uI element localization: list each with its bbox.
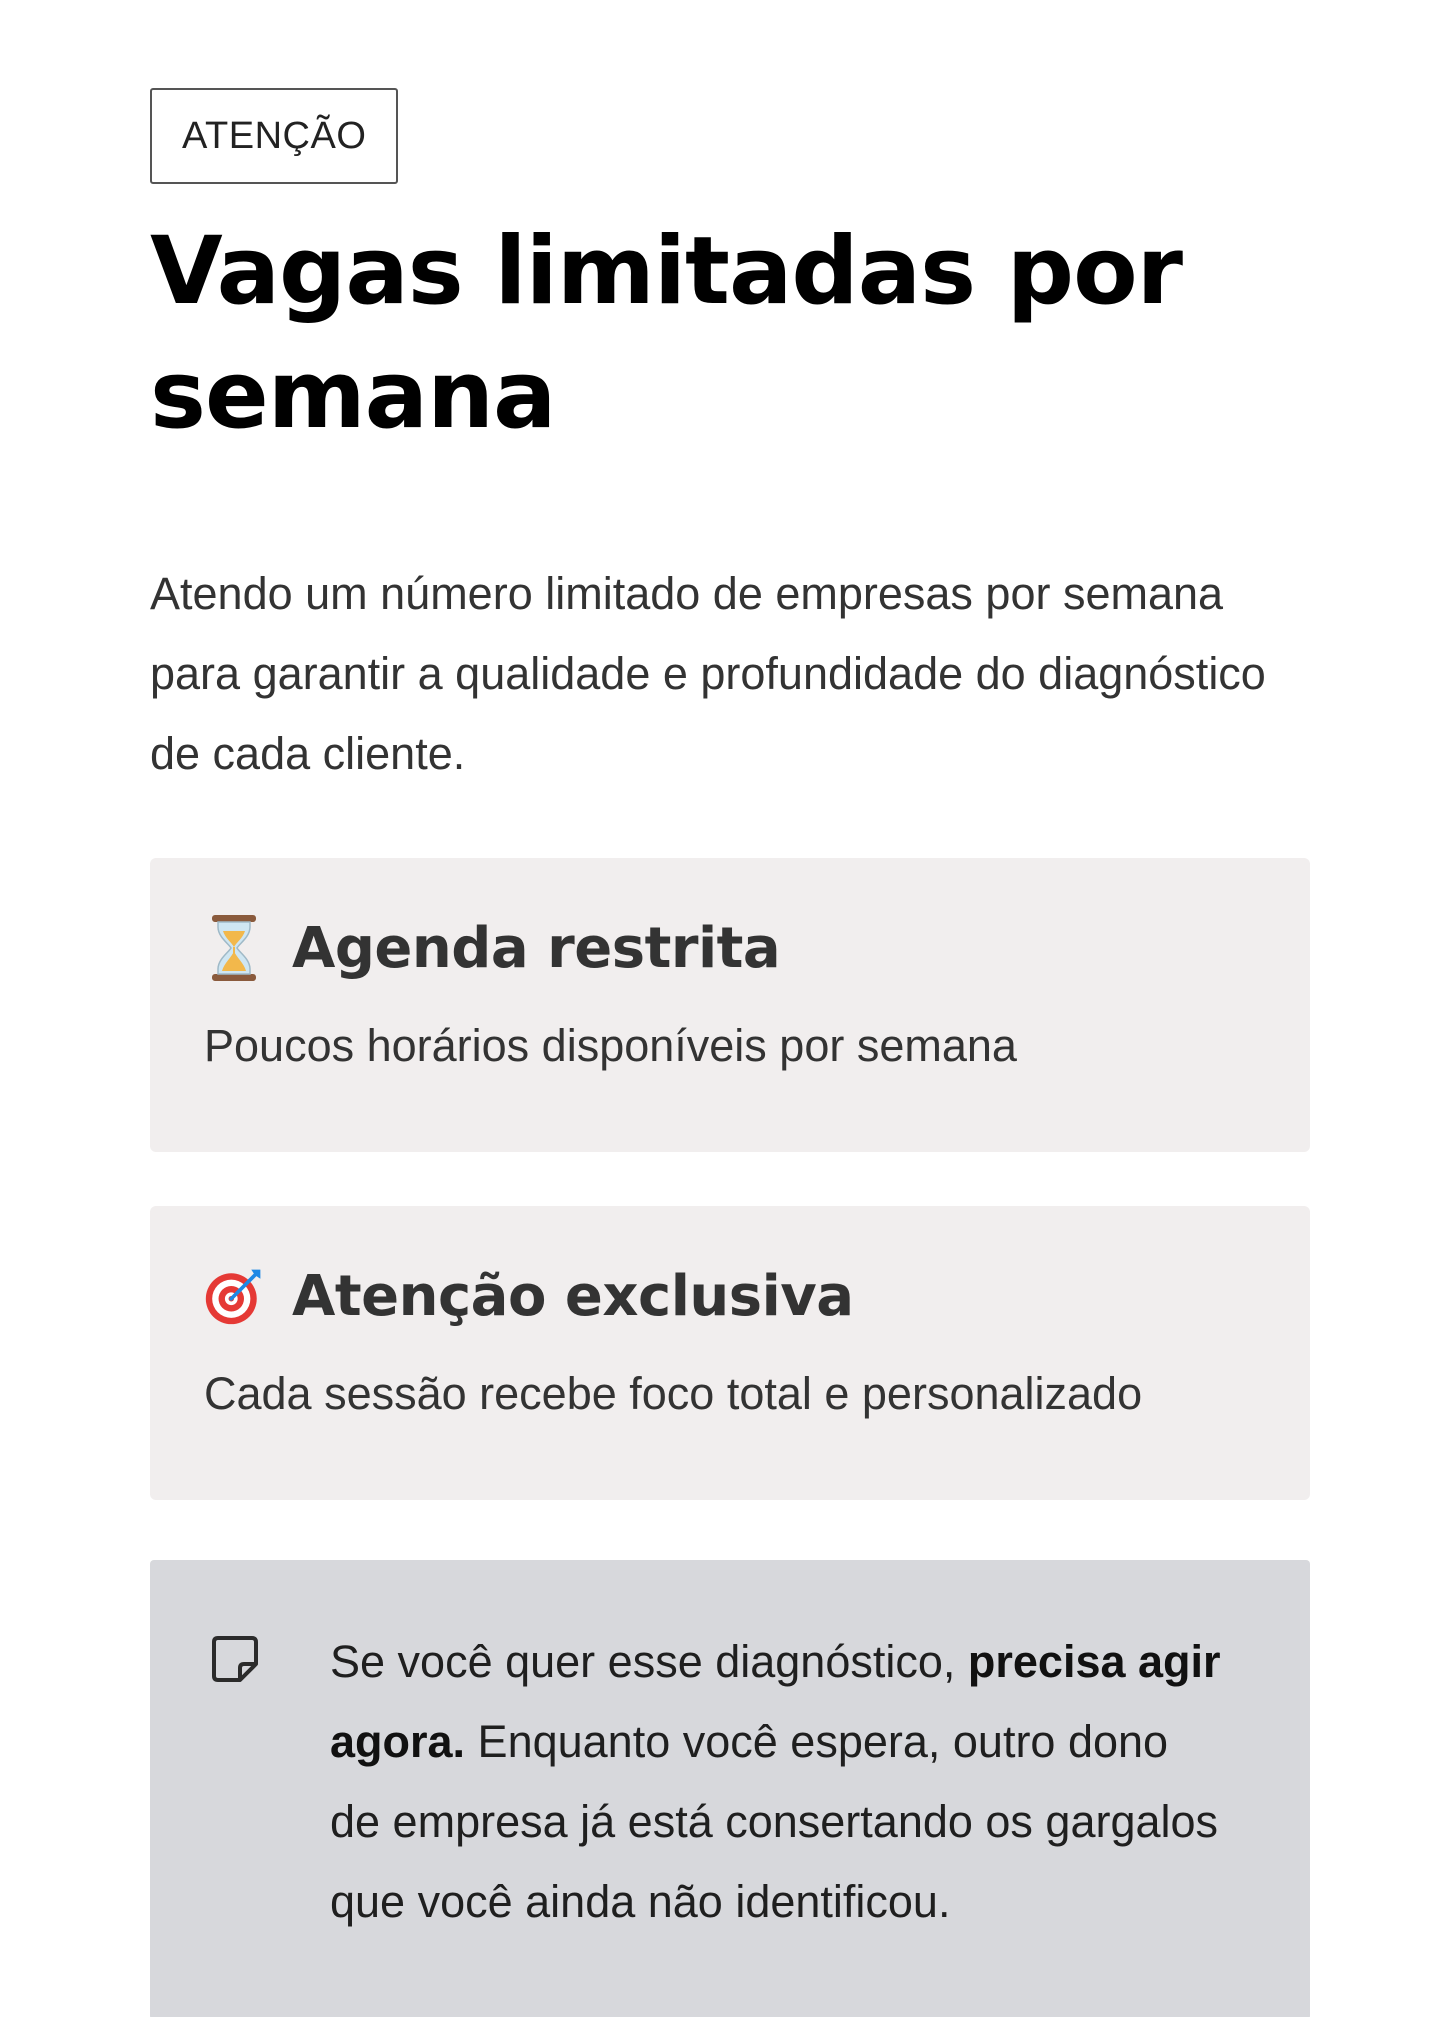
target-icon: [204, 1261, 264, 1331]
callout-text-start: Se você quer esse diagnóstico,: [330, 1636, 968, 1687]
hourglass-icon: [204, 913, 264, 983]
callout-text: [330, 1622, 1230, 2017]
attention-badge: ATENÇÃO: [150, 88, 398, 184]
card-description: Poucos horários disponíveis por semana: [204, 1020, 1017, 1071]
section-title: Vagas limitadas por semana: [150, 217, 1183, 450]
callout-text-end: Enquanto você espera, outro dono de empresa já está consertando os gargalos que você ainda não identificou.: [330, 1716, 1219, 1927]
intro-paragraph: Atendo um número limitado de empresas por semana para garantir a qualidade e profundidade do diagnóstico de cada cliente.: [150, 568, 1266, 779]
card-header: [204, 1256, 1256, 1336]
callout-text-emphasis: precisa agir agora.: [330, 1636, 1221, 1767]
card-agenda-restrita: [150, 858, 1310, 1152]
card-description: Cada sessão recebe foco total e personalizado: [204, 1368, 1143, 1419]
card-title: Agenda restrita: [292, 915, 781, 981]
card-title: Atenção exclusiva: [292, 1263, 854, 1329]
callout-note: [150, 1560, 1310, 2017]
card-header: [204, 908, 1256, 988]
card-atencao-exclusiva: [150, 1206, 1310, 1500]
sticky-note-icon: [210, 1634, 260, 1684]
urgency-section: [150, 88, 1310, 2017]
